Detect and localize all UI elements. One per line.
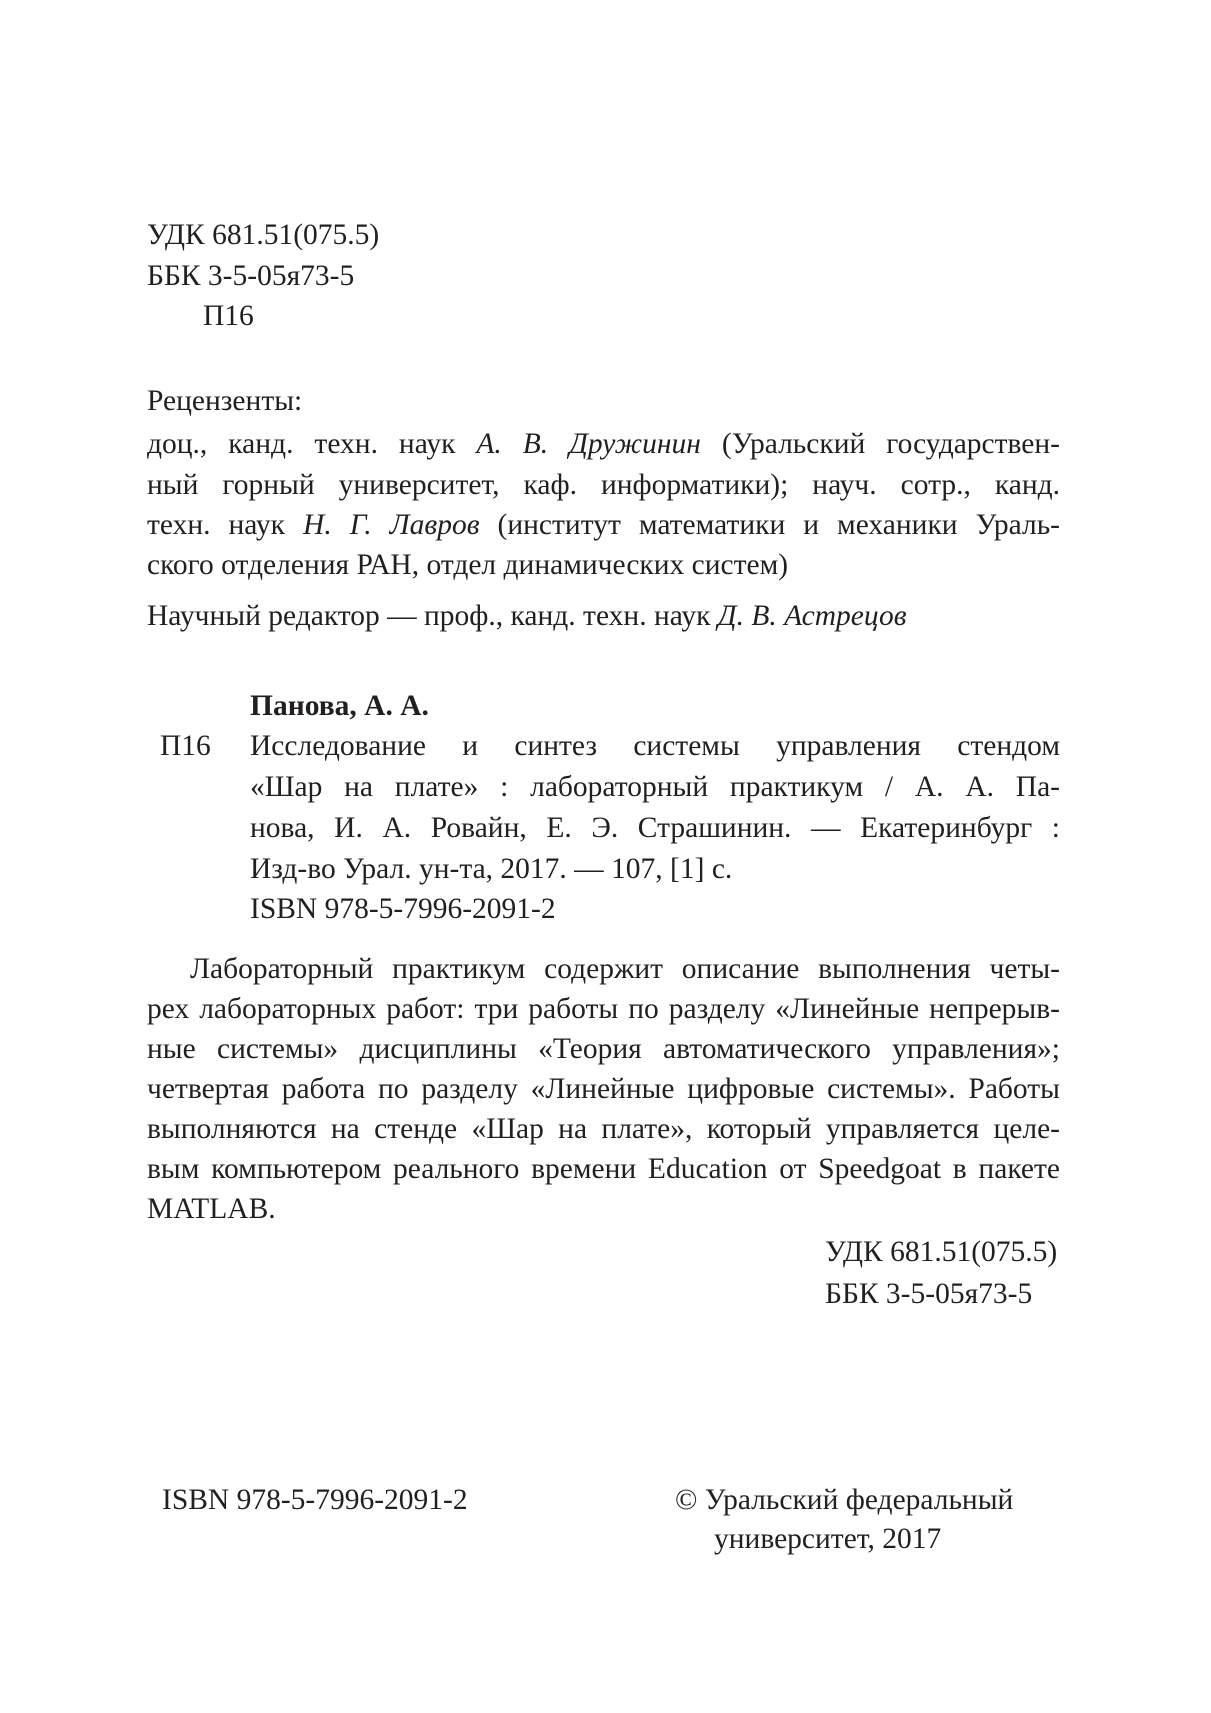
reviewers-text: (институт математики и механики Ураль- [479, 509, 1060, 541]
abstract-line: рех лабораторных работ: три работы по разделу «Линейные непрерыв- [147, 993, 1060, 1025]
abstract-line: выполняются на стенде «Шар на плате», который управляется целе- [147, 1113, 1060, 1145]
bib-line: нова, И. А. Ровайн, Е. Э. Страшинин. — Екатеринбург : [250, 812, 1060, 844]
copyright: университет, 2017 [714, 1523, 942, 1555]
abstract-line: четвертая работа по разделу «Линейные цифровые системы». Работы [147, 1073, 1060, 1105]
scientific-editor [147, 599, 907, 633]
abstract-line: ные системы» дисциплины «Теория автоматического управления»; [147, 1033, 1060, 1065]
bib-line: Исследование и синтез системы управления стендом [250, 730, 1060, 762]
editor-text: Научный редактор — проф., канд. техн. наук [147, 600, 718, 632]
bib-line: «Шар на плате» : лабораторный практикум / А. А. Па- [250, 771, 1060, 803]
udk-code: УДК 681.51(075.5) [147, 219, 380, 251]
reviewers-heading: Рецензенты: [147, 385, 303, 417]
reviewers-text: (Уральский государствен- [700, 428, 1060, 460]
footer-isbn: ISBN 978-5-7996-2091-2 [162, 1484, 468, 1516]
reviewers-text: доц., канд. техн. наук [147, 428, 477, 460]
copyright: © Уральский федеральный [675, 1484, 1014, 1516]
editor-name: Д. В. Астрецов [717, 600, 907, 632]
reviewers-line [147, 427, 1060, 461]
abstract-line: Лабораторный практикум содержит описание выполнения четы- [190, 953, 1060, 985]
bib-mark: П16 [160, 730, 211, 762]
author-mark: П16 [203, 300, 254, 332]
bib-line: Изд-во Урал. ун-та, 2017. — 107, [1] с. [250, 853, 733, 885]
reviewers-line: ный горный университет, каф. информатики); науч. сотр., канд. [147, 469, 1060, 501]
abstract-udk: УДК 681.51(075.5) [825, 1236, 1058, 1268]
reviewer-name: А. В. Дружинин [476, 428, 701, 460]
bib-author: Панова, А. А. [250, 690, 429, 722]
abstract-bbk: ББК 3-5-05я73-5 [825, 1278, 1033, 1310]
reviewers-line: ского отделения РАН, отдел динамических систем) [147, 549, 789, 581]
bib-isbn: ISBN 978-5-7996-2091-2 [250, 893, 556, 925]
abstract-line: вым компьютером реального времени Education от Speedgoat в пакете [147, 1153, 1060, 1185]
reviewers-text: техн. наук [147, 509, 304, 541]
reviewers-line [147, 508, 1060, 542]
bbk-code: ББК 3-5-05я73-5 [147, 260, 355, 292]
reviewer-name: Н. Г. Лавров [303, 509, 480, 541]
abstract-line: MATLAB. [147, 1193, 276, 1225]
